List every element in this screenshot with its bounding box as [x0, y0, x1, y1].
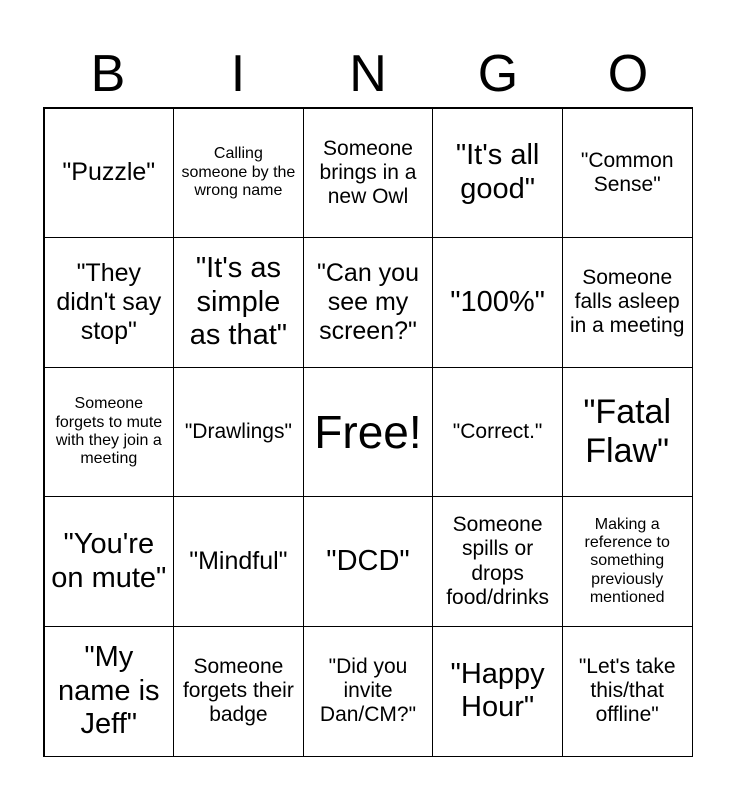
- bingo-cell-r2c5[interactable]: Someone falls asleep in a meeting: [562, 237, 693, 368]
- bingo-cell-r1c5[interactable]: "Common Sense": [562, 108, 693, 239]
- bingo-cell-r4c2[interactable]: "Mindful": [173, 496, 304, 627]
- header-letter-g: G: [477, 45, 519, 103]
- bingo-cell-r3c1[interactable]: Someone forgets to mute with they join a meeting: [44, 367, 175, 498]
- bingo-cell-r5c4[interactable]: "Happy Hour": [432, 626, 563, 757]
- bingo-cell-r2c3[interactable]: "Can you see my screen?": [303, 237, 434, 368]
- bingo-cell-r5c1[interactable]: "My name is Jeff": [44, 626, 175, 757]
- bingo-cell-r4c3[interactable]: "DCD": [303, 496, 434, 627]
- bingo-cell-r5c2[interactable]: Someone forgets their badge: [173, 626, 304, 757]
- bingo-cell-r1c2[interactable]: Calling someone by the wrong name: [173, 108, 304, 239]
- bingo-cell-free[interactable]: Free!: [303, 367, 434, 498]
- bingo-cell-r1c3[interactable]: Someone brings in a new Owl: [303, 108, 434, 239]
- bingo-cell-r3c5[interactable]: "Fatal Flaw": [562, 367, 693, 498]
- bingo-cell-r4c4[interactable]: Someone spills or drops food/drinks: [432, 496, 563, 627]
- bingo-cell-r4c1[interactable]: "You're on mute": [44, 496, 175, 627]
- bingo-cell-r3c4[interactable]: "Correct.": [432, 367, 563, 498]
- bingo-cell-r5c3[interactable]: "Did you invite Dan/CM?": [303, 626, 434, 757]
- bingo-grid: [43, 107, 693, 757]
- header-letter-b: B: [90, 45, 126, 103]
- bingo-cell-r4c5[interactable]: Making a reference to something previously mentioned: [562, 496, 693, 627]
- header-letter-o: O: [607, 45, 649, 103]
- bingo-cell-r1c1[interactable]: "Puzzle": [44, 108, 175, 239]
- header-letter-i: I: [230, 45, 246, 103]
- header-letter-n: N: [349, 45, 387, 103]
- bingo-cell-r3c2[interactable]: "Drawlings": [173, 367, 304, 498]
- bingo-cell-r2c4[interactable]: "100%": [432, 237, 563, 368]
- bingo-cell-r2c1[interactable]: "They didn't say stop": [44, 237, 175, 368]
- bingo-header: [43, 44, 693, 104]
- bingo-cell-r5c5[interactable]: "Let's take this/that offline": [562, 626, 693, 757]
- bingo-cell-r1c4[interactable]: "It's all good": [432, 108, 563, 239]
- bingo-cell-r2c2[interactable]: "It's as simple as that": [173, 237, 304, 368]
